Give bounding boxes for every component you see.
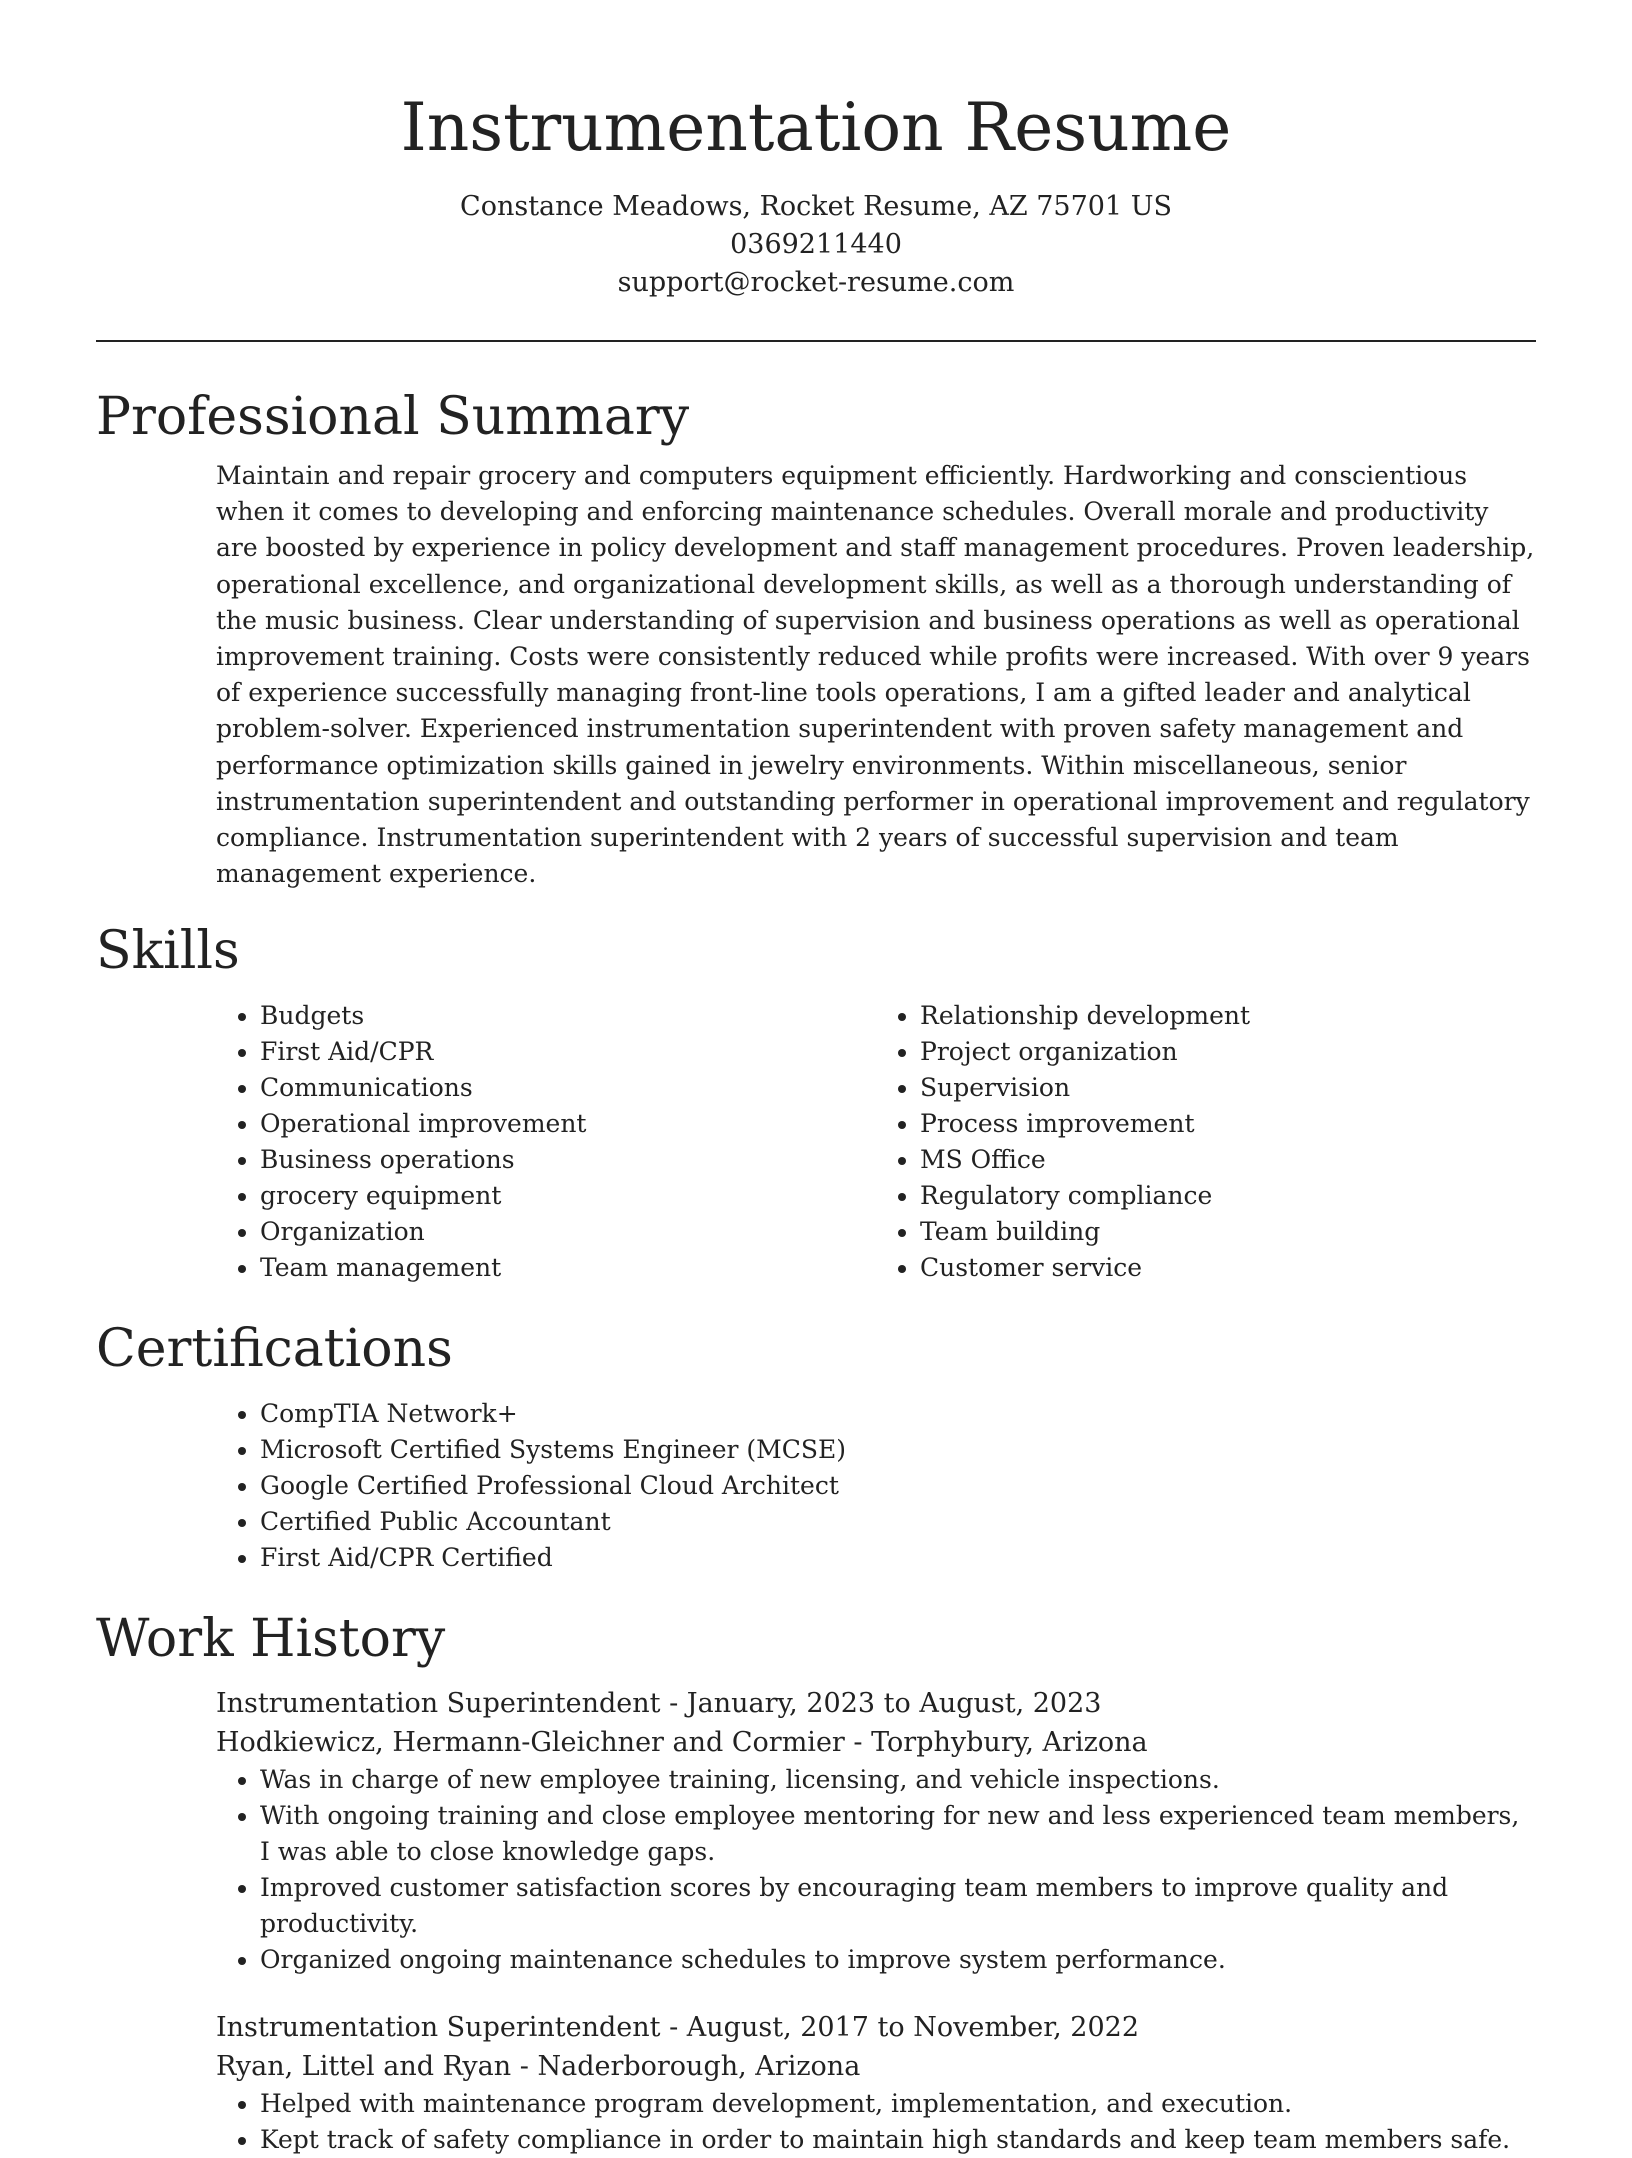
list-item: • Project organization (920, 1034, 1536, 1070)
job-title-line: Instrumentation Superintendent - August, 2017 to November, 2022 (216, 2012, 1140, 2044)
list-item: • MS Office (920, 1142, 1536, 1178)
job-title: Instrumentation Superintendent (216, 2012, 661, 2044)
header-divider (96, 340, 1536, 342)
list-item: • Operational improvement (260, 1106, 876, 1142)
list-item: • Team building (920, 1214, 1536, 1250)
resume-title: Instrumentation Resume (400, 89, 1232, 166)
list-item: • Was in charge of new employee training, licensing, and vehicle inspections. (260, 1762, 1536, 1798)
summary-heading: Professional Summary (96, 387, 690, 447)
list-item: • grocery equipment (260, 1178, 876, 1214)
list-item: • First Aid/CPR (260, 1034, 876, 1070)
job-entry (216, 1684, 1536, 1978)
job-title: Instrumentation Superintendent (216, 1688, 661, 1720)
skills-list-right (876, 998, 1536, 1286)
job-title-line: Instrumentation Superintendent - January, 2023 to August, 2023 (216, 1688, 1102, 1720)
list-item: • Helped with maintenance program development, implementation, and execution. (260, 2086, 1536, 2122)
job-entry (216, 2008, 1536, 2158)
contact-phone: 0369211440 (730, 229, 902, 260)
job-bullets (216, 1762, 1536, 1978)
list-item: • Team management (260, 1250, 876, 1286)
summary-text: Maintain and repair grocery and computers equipment efficiently. Hardworking and conscientious when it comes to developing and enforcing maintenance schedules. Overall morale and productivity are boosted by experience in policy development and staff management procedures. Proven leadership, operational excellence, and organizational development skills, as well as a thorough understanding of the music business. Clear understanding of supervision and business operations as well as operational improvement training. Costs were consistently reduced while profits were increased. With over 9 years of experience successfully managing front-line tools operations, I am a gifted leader and analytical problem-solver. Experienced instrumentation superintendent with proven safety management and performance optimization skills gained in jewelry environments. Within miscellaneous, senior instrumentation superintendent and outstanding performer in operational improvement and regulatory compliance. Instrumentation superintendent with 2 years of successful supervision and team management experience. (216, 461, 1535, 889)
work-history-heading: Work History (96, 1609, 446, 1670)
job-company-line: Hodkiewicz, Hermann-Gleichner and Cormier - Torphybury, Arizona (216, 1727, 1148, 1759)
list-item: • Regulatory compliance (920, 1178, 1536, 1214)
job-location: Naderborough, Arizona (537, 2051, 861, 2083)
list-item: • Organized ongoing maintenance schedules to improve system performance. (260, 1942, 1536, 1978)
job-location: Torphybury, Arizona (871, 1727, 1148, 1759)
list-item: • Kept track of safety compliance in order to maintain high standards and keep team members safe. (260, 2122, 1536, 2158)
contact-address: Constance Meadows, Rocket Resume, AZ 75701 US (460, 191, 1172, 222)
list-item: • Budgets (260, 998, 876, 1034)
list-item: • Communications (260, 1070, 876, 1106)
certifications-heading: Certifications (96, 1319, 453, 1380)
resume-header (96, 0, 1536, 302)
job-company: Hodkiewicz, Hermann-Gleichner and Cormier (216, 1727, 845, 1759)
list-item: • CompTIA Network+ (260, 1396, 1536, 1432)
certifications-section (96, 1314, 1536, 1576)
contact-block (96, 188, 1536, 302)
job-dates: January, 2023 to August, 2023 (686, 1688, 1102, 1720)
list-item: • Google Certified Professional Cloud Architect (260, 1468, 1536, 1504)
list-item: • Business operations (260, 1142, 876, 1178)
list-item: • Microsoft Certified Systems Engineer (MCSE) (260, 1432, 1536, 1468)
list-item: • Organization (260, 1214, 876, 1250)
skills-list-left (216, 998, 876, 1286)
list-item: • Supervision (920, 1070, 1536, 1106)
skills-heading: Skills (96, 921, 240, 982)
certifications-list (216, 1396, 1536, 1576)
list-item: • Process improvement (920, 1106, 1536, 1142)
job-bullets (216, 2086, 1536, 2158)
work-history-section (96, 1604, 1536, 2158)
list-item: • Relationship development (920, 998, 1536, 1034)
contact-email: support@rocket-resume.com (617, 267, 1015, 298)
summary-section (96, 382, 1536, 892)
job-company: Ryan, Littel and Ryan (216, 2051, 512, 2083)
list-item: • First Aid/CPR Certified (260, 1540, 1536, 1576)
list-item: • Certified Public Accountant (260, 1504, 1536, 1540)
job-company-line: Ryan, Littel and Ryan - Naderborough, Arizona (216, 2051, 861, 2083)
list-item: • Improved customer satisfaction scores by encouraging team members to improve quality and productivity. (260, 1870, 1536, 1942)
job-dates: August, 2017 to November, 2022 (686, 2012, 1140, 2044)
list-item: • With ongoing training and close employee mentoring for new and less experienced team members, I was able to close knowledge gaps. (260, 1798, 1536, 1870)
resume-page (96, 0, 1536, 2158)
list-item: • Customer service (920, 1250, 1536, 1286)
skills-section (96, 916, 1536, 1286)
